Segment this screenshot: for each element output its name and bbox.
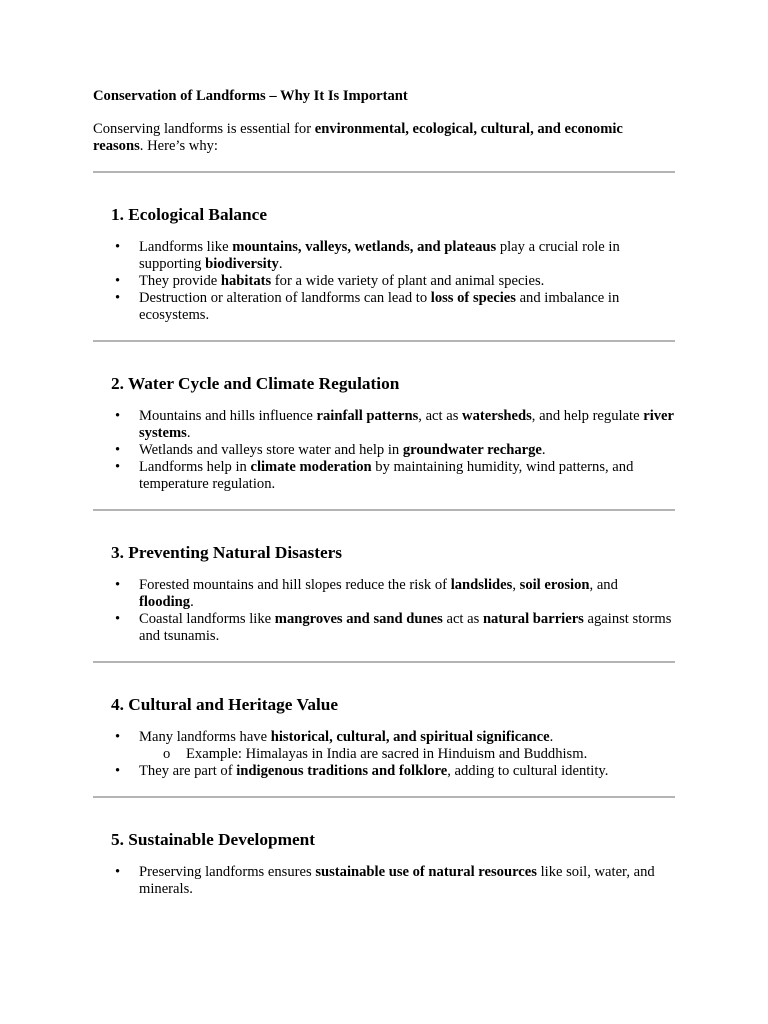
text-run: They provide [139,273,221,289]
text-run: . [190,594,194,610]
bold-text: sustainable use of natural resources [315,864,537,880]
list-item [93,239,675,273]
section [93,204,675,342]
section [93,542,675,663]
bullet-list [93,729,675,780]
text-run: . [541,442,546,458]
bullet-icon: • [115,290,121,306]
section-heading: 1. Ecological Balance [111,205,267,224]
bullet-icon: • [115,864,121,880]
bullet-icon: • [115,729,121,745]
bold-text: watersheds [462,408,532,424]
text-run: Destruction or alteration of landforms can lead to [139,290,431,306]
text-run: , act as [418,408,463,424]
list-item [93,729,675,763]
bullet-icon: • [115,459,121,475]
sub-bullet-icon: o [163,746,171,762]
text-run: . Here’s why: [139,138,218,154]
text-run: Coastal landforms like [139,611,275,627]
bold-text: loss of species [430,290,516,306]
document-body [93,88,675,898]
bold-text: climate moderation [250,459,372,475]
section-heading: 2. Water Cycle and Climate Regulation [111,374,400,393]
bullet-icon: • [115,763,121,779]
bullet-list [93,408,675,493]
text-run: and imbalance in ecosystems. [139,290,620,323]
bold-text: flooding [139,594,191,610]
list-item [93,864,675,898]
section-divider [93,796,675,798]
list-item [93,273,675,290]
sub-bullet-list [139,746,675,763]
section-divider [93,509,675,511]
text-run: for a wide variety of plant and animal species. [271,273,545,289]
text-run: like soil, water, and minerals. [139,864,655,897]
text-run: act as [442,611,483,627]
list-item [93,459,675,493]
section [93,373,675,511]
bold-text: environmental, ecological, cultural, and economic reasons [93,121,623,154]
text-run: , and [589,577,618,593]
section-heading: 5. Sustainable Development [111,830,316,849]
section-divider [93,661,675,663]
text-run: Wetlands and valleys store water and help in [139,442,403,458]
text-run: . [549,729,554,745]
bold-text: natural barriers [482,611,584,627]
section [93,694,675,798]
bullet-list [93,239,675,324]
text-run: , and help regulate [531,408,644,424]
bullet-icon: • [115,239,121,255]
section-heading: 4. Cultural and Heritage Value [111,695,339,714]
bullet-icon: • [115,577,121,593]
bullet-list [93,864,675,898]
text-run: Preserving landforms ensures [139,864,316,880]
sub-list-item [139,746,675,763]
bullet-icon: • [115,611,121,627]
section-divider [93,340,675,342]
bullet-list [93,577,675,645]
text-run: by maintaining humidity, wind patterns, and temperature regulation. [139,459,634,492]
text-run: Forested mountains and hill slopes reduce the risk of [139,577,451,593]
bold-text: indigenous traditions and folklore [236,763,448,779]
text-run: Landforms help in [139,459,251,475]
bold-text: landslides [450,577,513,593]
list-item [93,408,675,442]
bullet-icon: • [115,442,121,458]
bullet-icon: • [115,273,121,289]
bold-text: historical, cultural, and spiritual significance [270,729,550,745]
text-run: Landforms like [139,239,233,255]
sections-container [93,204,675,898]
bold-text: river systems [139,408,674,441]
bold-text: mangroves and sand dunes [274,611,443,627]
list-item [93,442,675,459]
bold-text: habitats [220,273,272,289]
list-item [93,290,675,324]
list-item [93,763,675,780]
text-run: . [278,256,283,272]
text-run: Mountains and hills influence [139,408,317,424]
text-run: , adding to cultural identity. [447,763,609,779]
intro-paragraph [93,121,675,155]
bold-text: mountains, valleys, wetlands, and plateaus [232,239,497,255]
bold-text: rainfall patterns [316,408,419,424]
text-run: Many landforms have [139,729,271,745]
text-run: They are part of [139,763,237,779]
bold-text: soil erosion [519,577,590,593]
section-heading: 3. Preventing Natural Disasters [111,543,343,562]
text-run: against storms and tsunamis. [139,611,672,644]
text-run: Example: Himalayas in India are sacred in Hinduism and Buddhism. [186,746,588,762]
document-title: Conservation of Landforms – Why It Is Important [93,88,408,104]
text-run: , [512,577,520,593]
text-run: play a crucial role in supporting [139,239,620,272]
bold-text: groundwater recharge [402,442,542,458]
list-item [93,611,675,645]
bullet-icon: • [115,408,121,424]
bold-text: biodiversity [205,256,279,272]
list-item [93,577,675,611]
section-divider [93,171,675,173]
text-run: . [186,425,191,441]
section [93,829,675,898]
text-run: Conserving landforms is essential for [93,121,315,137]
